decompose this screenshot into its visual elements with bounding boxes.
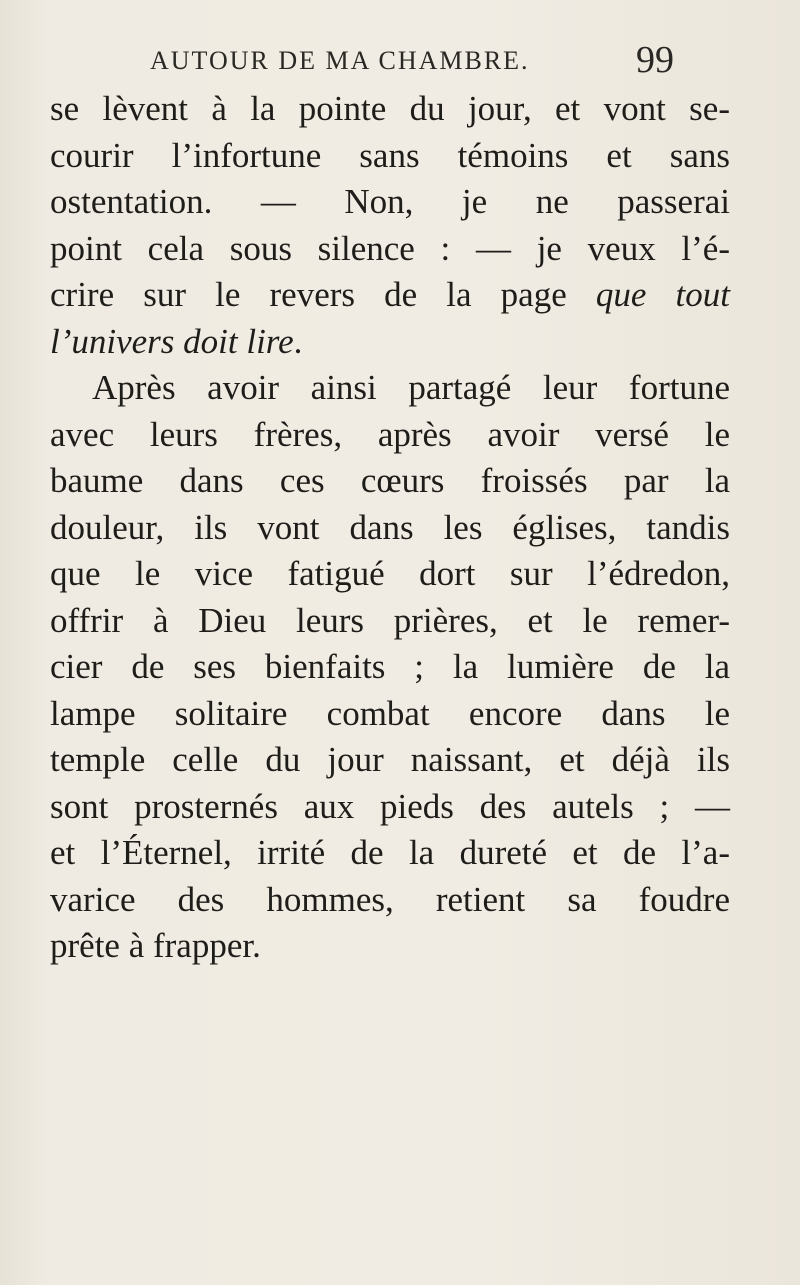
text-line: baume dans ces cœurs froissés par la (50, 461, 730, 500)
text-line: cier de ses bienfaits ; la lumière de la (50, 647, 730, 686)
text-line: avec leurs frères, après avoir versé le (50, 414, 730, 454)
text-line: crire sur le revers de la page que tout (50, 275, 730, 314)
text-line: se lèvent à la pointe du jour, et vont se- (50, 89, 730, 128)
running-title: AUTOUR DE MA CHAMBRE. (150, 46, 530, 75)
text-line: offrir à Dieu leurs prières, et le remer- (50, 600, 730, 640)
text-line: sont prosternés aux pieds des autels ; — (50, 786, 730, 826)
italic-quote: que tout (595, 275, 730, 314)
running-head (0, 39, 800, 82)
text-line: douleur, ils vont dans les églises, tandis (50, 507, 730, 547)
text-line: que le vice fatigué dort sur l’édredon, (50, 554, 730, 593)
paragraph (50, 86, 730, 365)
text-line: l’univers doit lire. (50, 321, 303, 361)
text-line: temple celle du jour naissant, et déjà ils (50, 740, 730, 779)
text-line: et l’Éternel, irrité de la dureté et de l’a- (50, 833, 730, 872)
text-line: prête à frapper. (50, 926, 261, 965)
text-line: ostentation. — Non, je ne passerai (50, 182, 730, 221)
italic-quote: l’univers doit lire (50, 321, 294, 361)
text-line: Après avoir ainsi partagé leur fortune (92, 368, 730, 407)
page-number: 99 (636, 39, 674, 81)
text-line: point cela sous silence : — je veux l’é- (50, 228, 730, 268)
text-line: varice des hommes, retient sa foudre (50, 879, 730, 919)
text-line: lampe solitaire combat encore dans le (50, 693, 730, 733)
body-text (50, 86, 730, 970)
paragraph (50, 365, 730, 970)
text-line: courir l’infortune sans témoins et sans (50, 135, 730, 175)
